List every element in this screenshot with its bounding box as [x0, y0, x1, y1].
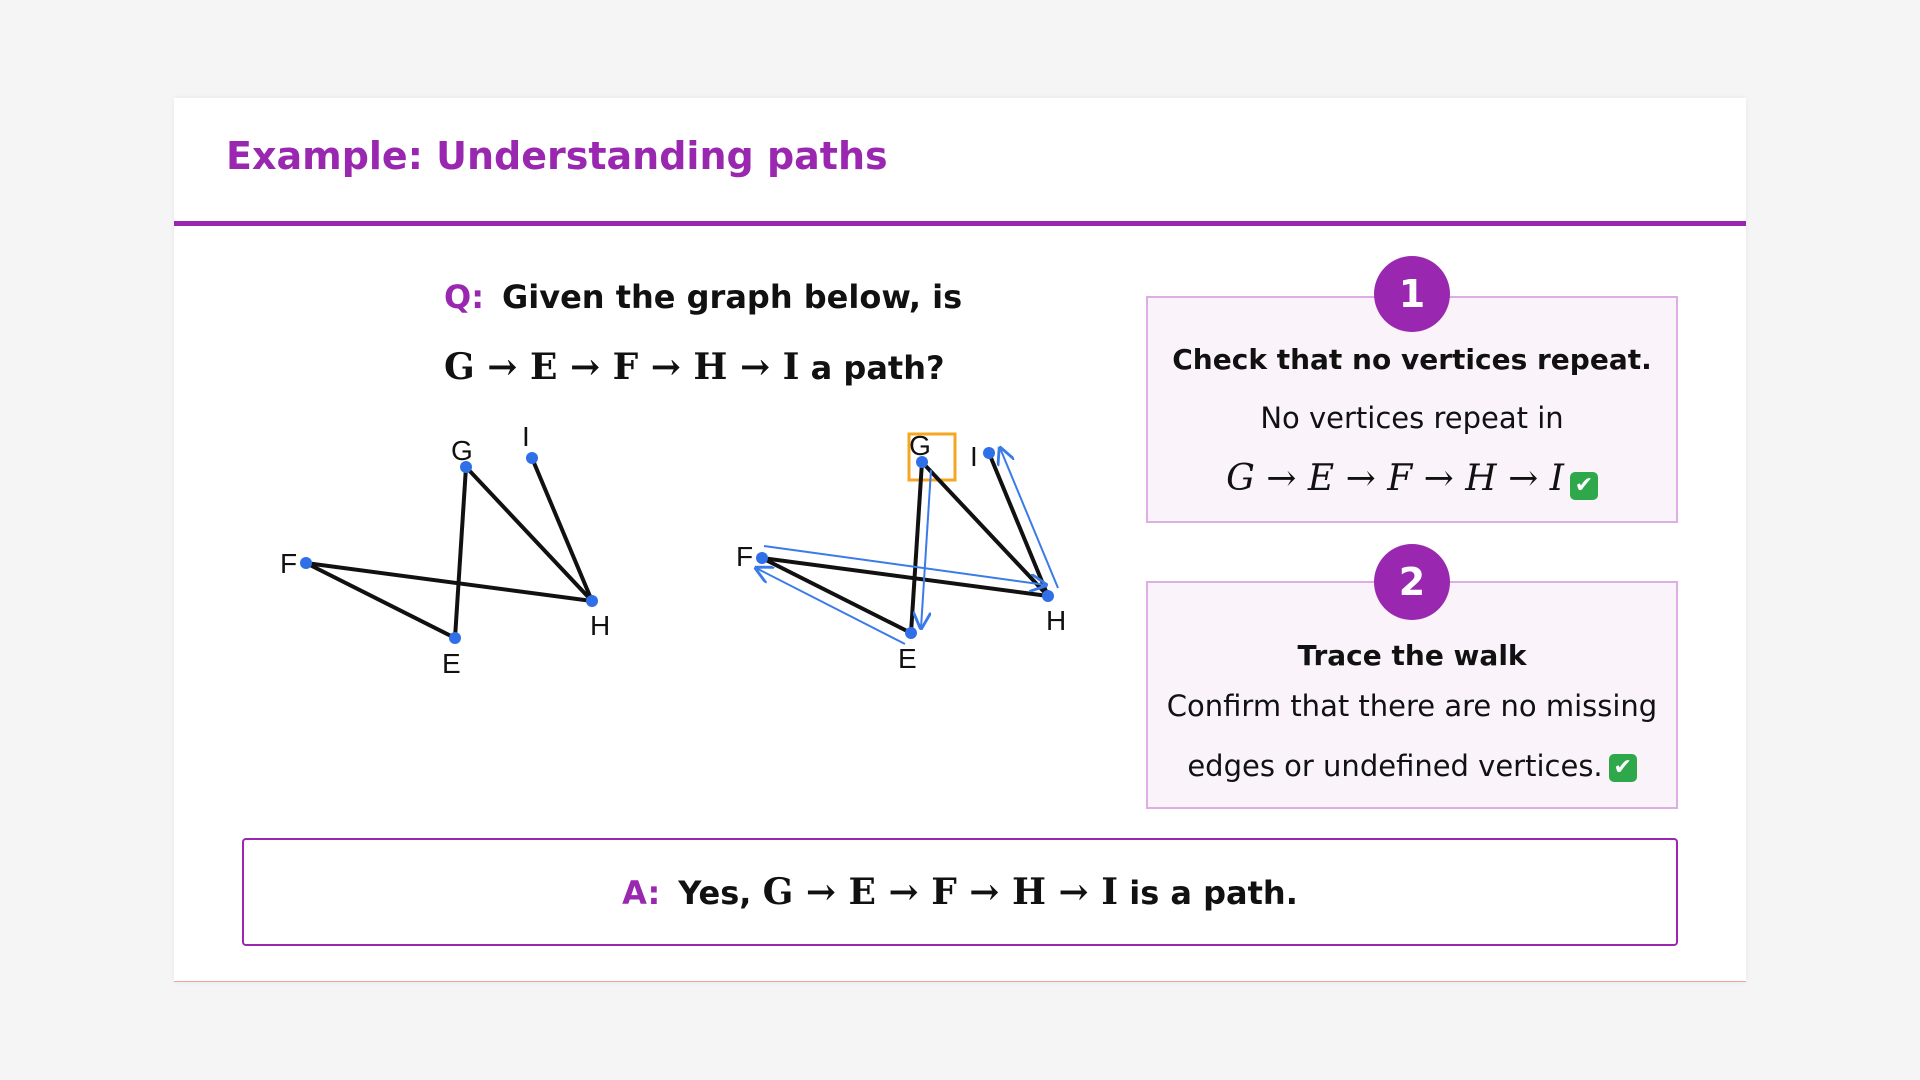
vertex-f-2 [756, 552, 768, 564]
edge-i-h [532, 458, 592, 601]
graph-original [280, 421, 610, 679]
vertex-label-g-2: G [909, 430, 931, 461]
vertex-e-2 [905, 627, 917, 639]
vertex-h-2 [1042, 590, 1054, 602]
question [444, 272, 963, 402]
answer-label: A: [622, 874, 661, 912]
question-path: G → E → F → H → I [444, 346, 800, 388]
answer-prefix: Yes, [678, 874, 752, 912]
step-1-path: G → E → F → H → I [1226, 458, 1564, 499]
slide-title: Example: Understanding paths [226, 134, 888, 178]
edge-e-g-2 [911, 462, 922, 633]
step-1-math [1148, 454, 1676, 504]
vertex-label-f-2: F [736, 541, 754, 572]
walk-arrow-g-e [921, 470, 931, 628]
edge-f-h-2 [762, 558, 1048, 596]
step-2-text-line2: edges or undefined vertices. [1187, 749, 1603, 783]
walk-arrow-h-i [1000, 448, 1058, 588]
step-2-text-line1: Confirm that there are no missing [1166, 689, 1658, 723]
graph-diagrams [234, 421, 1134, 868]
question-text: Given the graph below, is [502, 278, 963, 316]
graph-walk-trace [736, 430, 1066, 674]
check-mark-icon: ✔ [1609, 754, 1637, 782]
question-suffix: a path? [810, 349, 945, 387]
vertex-i-2 [983, 447, 995, 459]
edge-g-h [466, 467, 592, 601]
vertex-label-h: H [590, 610, 611, 641]
step-2-badge: 2 [1374, 544, 1450, 620]
answer-path: G → E → F → H → I [762, 871, 1119, 913]
question-label: Q: [444, 278, 484, 316]
vertex-e [449, 632, 461, 644]
vertex-label-i-2: I [970, 441, 978, 472]
vertex-h [586, 595, 598, 607]
walk-arrow-e-f [756, 568, 905, 644]
vertex-label-i: I [522, 421, 530, 452]
vertex-label-f: F [280, 548, 298, 579]
vertex-i [526, 452, 538, 464]
answer-suffix: is a path. [1129, 874, 1298, 912]
edge-f-h [306, 563, 592, 601]
check-mark-icon: ✔ [1570, 472, 1598, 500]
step-1-text: No vertices repeat in [1260, 401, 1564, 435]
vertex-label-h-2: H [1046, 605, 1067, 636]
vertex-f [300, 557, 312, 569]
step-1-heading: Check that no vertices repeat. [1172, 343, 1652, 376]
step-2-text-line2-wrap [1148, 736, 1676, 796]
slide [174, 98, 1746, 982]
edge-e-g [455, 467, 466, 638]
title-divider [174, 221, 1746, 226]
vertex-label-g: G [451, 435, 473, 466]
vertex-label-e-2: E [898, 643, 917, 674]
step-1-badge: 1 [1374, 256, 1450, 332]
edge-i-h-2 [989, 453, 1048, 596]
step-2-heading: Trace the walk [1297, 639, 1527, 672]
vertex-label-e: E [442, 648, 461, 679]
answer-box [242, 838, 1678, 946]
